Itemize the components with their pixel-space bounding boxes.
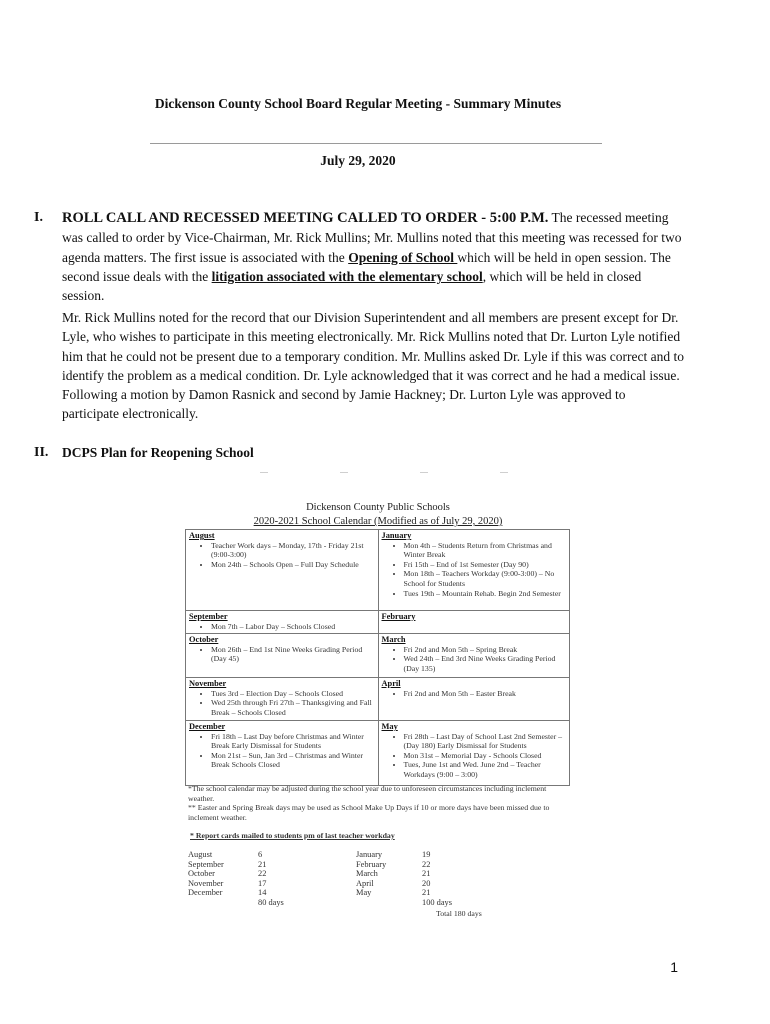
table-row: October 22 March 21	[188, 869, 431, 879]
calendar-row	[186, 677, 569, 720]
table-row: November 17 April 20	[188, 878, 431, 888]
scan-mark	[500, 472, 508, 473]
calendar-cell: August • Teacher Work days – Monday, 17th - Friday 21st (9:00-3:00) • Mon 24th – Schools Open – Full Day Schedule	[186, 530, 378, 610]
calendar-grid	[185, 529, 570, 786]
calendar-cell: January • Mon 4th – Students Return from Christmas and Winter Break • Fri 15th – End of 1st Semester (Day 90) • Mon 18th – Teachers Workday (9:00-3:00) – No School for Students • Tues 19th – Mountain Rehab. Begin 2nd Semester	[378, 530, 570, 610]
table-row: 80 days 100 days	[258, 897, 453, 907]
table-row: December 14 May 21	[188, 888, 431, 898]
calendar-cell: October • Mon 26th – End 1st Nine Weeks Grading Period (Day 45)	[186, 634, 378, 677]
school-calendar-image	[180, 496, 576, 926]
section-2-heading: DCPS Plan for Reopening School	[62, 445, 254, 460]
calendar-cell: May • Fri 28th – Last Day of School Last 2nd Semester – (Day 180) Early Dismissal for Students • Mon 31st – Memorial Day - Schools Closed • Tues, June 1st and Wed. June 2nd – Teacher Workdays (9:00 – 3:00)	[378, 721, 570, 785]
total-days: Total 180 days	[436, 909, 482, 918]
litigation-text: litigation associated with the elementary school	[211, 268, 483, 284]
calendar-cell: March • Fri 2nd and Mon 5th – Spring Break • Wed 24th – End 3rd Nine Weeks Grading Period (Day 135)	[378, 634, 570, 677]
section-1-number: I.	[34, 210, 43, 225]
calendar-cell: February	[378, 611, 570, 633]
calendar-row	[186, 530, 569, 610]
scan-mark	[340, 472, 348, 473]
calendar-cell: December • Fri 18th – Last Day before Christmas and Winter Break Early Dismissal for Students • Mon 21st – Sun, Jan 3rd – Christmas and Winter Break Schools Closed	[186, 721, 378, 785]
calendar-notes: *The school calendar may be adjusted during the school year due to unforeseen circumstances including inclement weather. ** Easter and Spring Break days may be used as School Make Up Days if 10 or more days have been missed due to inclement weather.	[188, 784, 550, 822]
calendar-cell: April • Fri 2nd and Mon 5th – Easter Break	[378, 678, 570, 720]
opening-of-school-link: Opening of School	[348, 249, 458, 265]
calendar-subtitle: 2020-2021 School Calendar (Modified as of July 29, 2020)	[253, 516, 503, 527]
calendar-org: Dickenson County Public Schools	[306, 502, 450, 513]
table-row: September 21 February 22	[188, 859, 431, 869]
section-1-paragraph-1: ROLL CALL AND RECESSED MEETING CALLED TO ORDER - 5:00 P.M. The recessed meeting was called to order by Vice-Chairman, Mr. Rick Mullins; Mr. Mullins noted that this meeting was recessed for two agenda matters. The first issue is associated with the Opening of School which will be held in open session. The second issue deals with the litigation associated with the elementary school, which will be held in closed session.	[62, 210, 682, 304]
section-2-number: II.	[34, 445, 49, 460]
section-1-paragraph-2: Mr. Rick Mullins noted for the record that our Division Superintendent and all members are present except for Dr. Lyle, who wishes to participate in this meeting electronically. Mr. Rick Mullins noted that Dr. Lurton Lyle notified him that he could not be present due to a temporary condition. Mr. Mullins asked Dr. Lyle if this was correct and to identify the problem as a medical condition. Dr. Lyle acknowledged that it was correct and he had a medical issue. Following a motion by Damon Rasnick and second by Jamie Hackney; Dr. Lurton Lyle was approved to participate electronically.	[62, 310, 684, 422]
report-card-note: * Report cards mailed to students pm of last teacher workday	[190, 831, 395, 840]
table-row: August 6 January 19	[188, 850, 431, 859]
calendar-cell: November • Tues 3rd – Election Day – Schools Closed • Wed 25th through Fri 27th – Thanksgiving and Fall Break – Schools Closed	[186, 678, 378, 720]
calendar-row	[186, 720, 569, 785]
days-per-month-table	[188, 850, 470, 908]
document-title: Dickenson County School Board Regular Meeting - Summary Minutes	[154, 96, 562, 111]
section-1-heading: ROLL CALL AND RECESSED MEETING CALLED TO ORDER - 5:00 P.M.	[62, 210, 549, 226]
meeting-date: July 29, 2020	[320, 153, 396, 168]
divider	[150, 143, 602, 144]
calendar-row	[186, 633, 569, 677]
calendar-cell: September • Mon 7th – Labor Day – Schools Closed	[186, 611, 378, 633]
scan-mark	[260, 472, 268, 473]
calendar-row	[186, 610, 569, 633]
scan-mark	[420, 472, 428, 473]
page-number: 1	[670, 959, 678, 975]
